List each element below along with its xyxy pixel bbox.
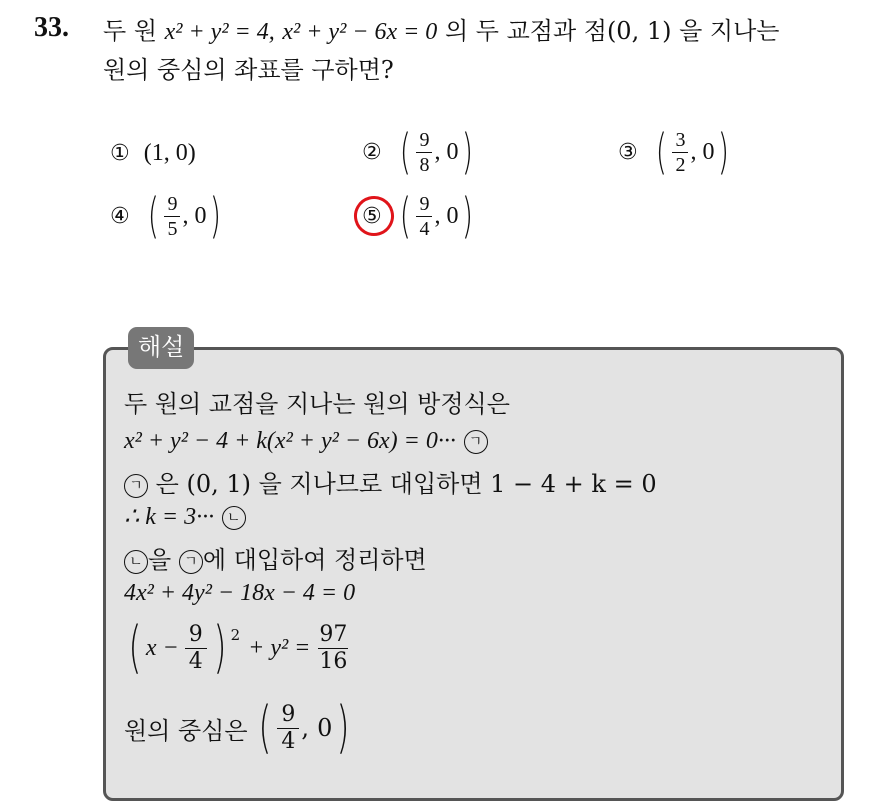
fraction: $\frac{9}{4}$ [185, 623, 207, 674]
solution-line-5: ㄴ 을 ㄱ 에 대입하여 정리하면 [124, 540, 427, 575]
answer-mark-circle [350, 191, 399, 240]
fraction: $\frac{3}{2}$ [672, 129, 688, 176]
fraction: $\frac{9}{4}$ [416, 193, 432, 240]
choice-5[interactable]: ⑤ ( $\frac{9}{4}$ , 0 ) [362, 192, 477, 240]
choice-number: ② [362, 139, 382, 165]
question-text [103, 12, 873, 89]
solution-line-3: ㄱ 은 (0, 1) 을 지나므로 대입하면 1 − 4 + k = 0 [124, 464, 657, 499]
choice-value: (1, 0) [143, 140, 196, 166]
solution-line-4: ∴ k = 3··· ㄴ [124, 502, 246, 531]
solution-tab: 해설 [128, 327, 194, 369]
choice-number: ③ [618, 139, 638, 165]
solution-line-1: 두 원의 교점을 지나는 원의 방정식은 [124, 390, 510, 418]
marker-giyeok: ㄱ [179, 550, 203, 574]
marker-nieun: ㄴ [222, 506, 246, 530]
marker-nieun: ㄴ [124, 550, 148, 574]
choice-number: ④ [110, 203, 130, 229]
choice-3[interactable]: ③ ( $\frac{3}{2}$ , 0 ) [618, 124, 730, 180]
equation-1: x² + y² = 4, [164, 19, 275, 45]
solution-line-6: 4x² + 4y² − 18x − 4 = 0 [124, 580, 356, 606]
choice-1[interactable] [110, 140, 196, 167]
fraction: $\frac{9}{4}$ [277, 703, 299, 754]
question-suffix: 의 두 교점과 점(0, 1) 을 지나는 [444, 17, 780, 45]
fraction: $\frac{97}{16}$ [319, 621, 348, 674]
question-line-2: 원의 중심의 좌표를 구하면? [103, 56, 394, 84]
choice-number: ① [110, 141, 130, 166]
question-prefix: 두 원 [103, 17, 157, 45]
marker-giyeok: ㄱ [124, 474, 148, 498]
solution-line-2: x² + y² − 4 + k(x² + y² − 6x) = 0··· ㄱ [124, 426, 488, 455]
equation-2: x² + y² − 6x = 0 [282, 19, 438, 45]
solution-line-7: ( x − $\frac{9}{4}$ ) 2 + y² = $\frac{97}{16}$ [128, 615, 348, 680]
question-number: 33. [34, 12, 69, 43]
fraction: $\frac{9}{8}$ [416, 129, 432, 176]
solution-line-8: 원의 중심은 ( $\frac{9}{4}$ , 0 ) [124, 695, 350, 760]
choice-4[interactable]: ④ ( $\frac{9}{5}$ , 0 ) [110, 188, 222, 244]
marker-giyeok: ㄱ [464, 430, 488, 454]
choice-number: ⑤ [362, 204, 382, 229]
fraction: $\frac{9}{5}$ [164, 193, 180, 240]
choice-2[interactable]: ② ( $\frac{9}{8}$ , 0 ) [362, 124, 474, 180]
